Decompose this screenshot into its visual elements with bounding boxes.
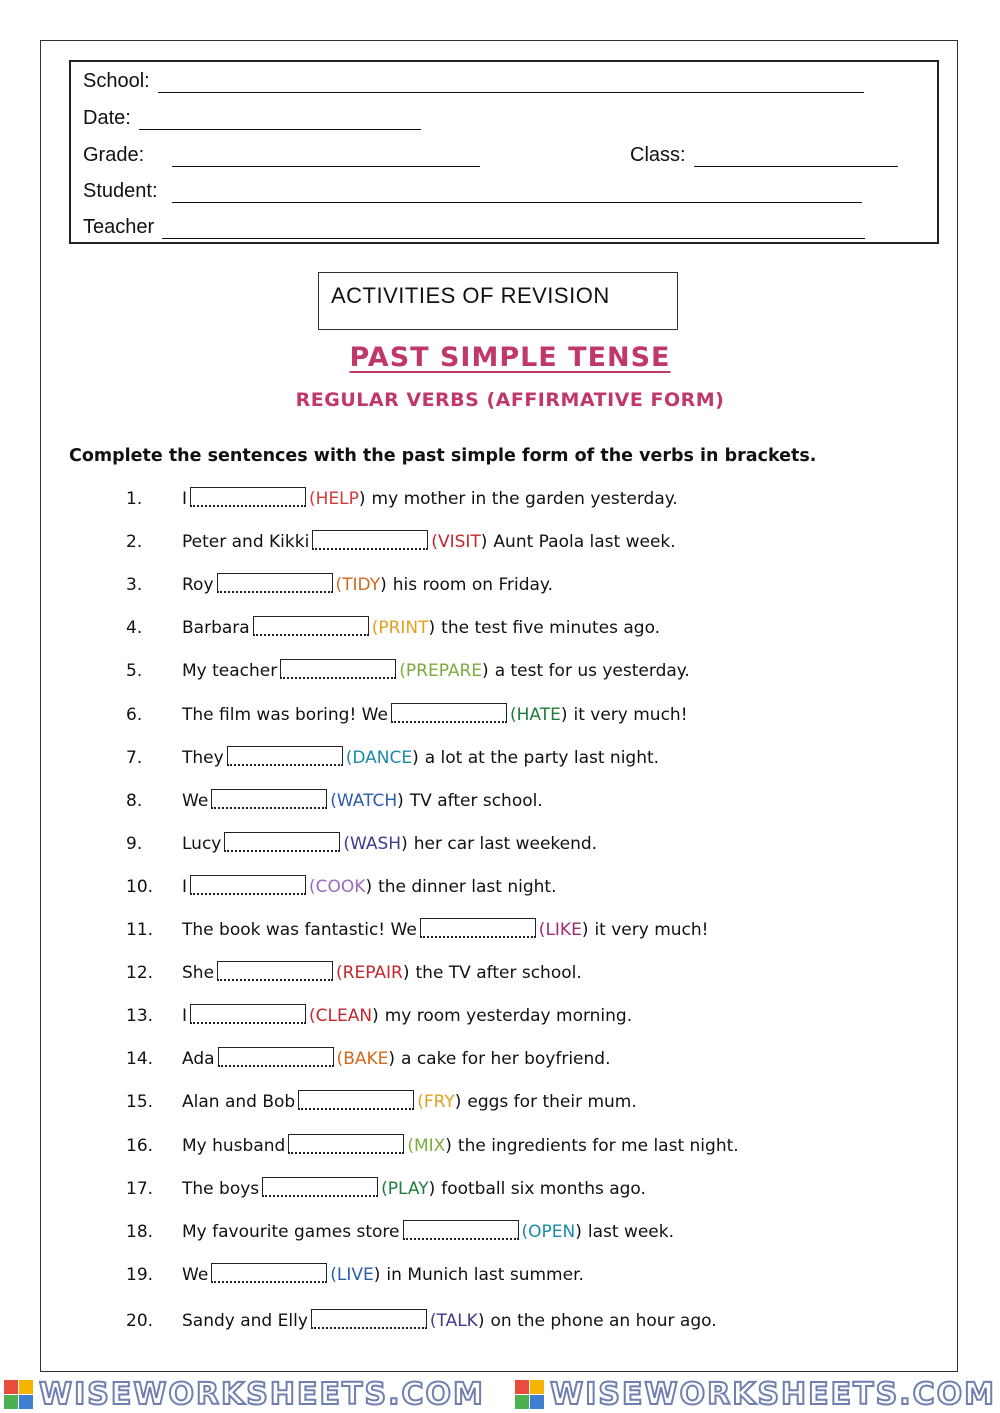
item-number: 1. [126, 489, 143, 509]
date-input[interactable] [139, 111, 421, 130]
footer-banner [0, 1376, 1000, 1413]
bracket-open: ( [509, 704, 517, 725]
sentence-start: Sandy and Elly [182, 1310, 308, 1331]
class-label: Class: [630, 144, 686, 166]
exercise-item [0, 830, 1000, 860]
bracket-open: ( [538, 920, 546, 940]
verb: REPAIR [342, 963, 403, 984]
bracket-open: ( [345, 747, 353, 768]
sentence-end: a test for us yesterday. [494, 661, 690, 682]
verb: WATCH [336, 790, 398, 811]
bracket-close: ) [397, 790, 404, 811]
item-sentence [182, 834, 597, 854]
bracket-close: ) [454, 1092, 462, 1113]
exercise-item [0, 1218, 1000, 1248]
date-label: Date: [83, 107, 131, 129]
exercise-item [0, 787, 1000, 817]
item-sentence [182, 1222, 674, 1242]
item-sentence [182, 489, 678, 509]
bracket-open: ( [330, 790, 337, 811]
sentence-start: My favourite games store [182, 1221, 400, 1242]
sentence-end: it very much! [573, 704, 688, 725]
item-sentence [182, 1006, 632, 1026]
teacher-field [83, 216, 865, 239]
bracket-open: ( [343, 833, 350, 854]
sentence-end: last week. [587, 1221, 675, 1242]
bracket-close: ) [477, 1310, 485, 1331]
answer-box[interactable] [211, 1263, 327, 1283]
exercise-item [0, 744, 1000, 774]
sentence-end: his room on Friday. [392, 575, 553, 596]
item-number: 2. [126, 532, 143, 553]
item-sentence [182, 791, 543, 811]
student-label: Student: [83, 180, 158, 202]
verb: PRINT [378, 618, 429, 639]
sentence-start: Peter and Kikki [182, 532, 310, 553]
class-input[interactable] [694, 148, 898, 167]
school-input[interactable] [158, 74, 864, 93]
footer-logo-right [515, 1377, 996, 1412]
bracket-close: ) [402, 963, 410, 984]
bracket-close: ) [401, 833, 408, 854]
bracket-open: ( [336, 963, 343, 984]
bracket-close: ) [365, 876, 373, 897]
bracket-open: ( [381, 1178, 388, 1199]
student-field [83, 180, 862, 203]
verb: PREPARE [405, 661, 483, 682]
grade-input[interactable] [172, 148, 480, 167]
exercise-item [0, 571, 1000, 601]
bracket-open: ( [431, 532, 438, 553]
sub-title: REGULAR VERBS (AFFIRMATIVE FORM) [295, 389, 725, 411]
answer-box[interactable] [217, 573, 333, 593]
bracket-close: ) [575, 1221, 582, 1242]
bracket-close: ) [372, 1006, 379, 1027]
bracket-open: ( [407, 1135, 414, 1156]
item-number: 10. [126, 876, 154, 897]
exercise-item [0, 959, 1000, 989]
sentence-start: We [182, 1264, 209, 1285]
item-number: 5. [126, 661, 143, 682]
bracket-close: ) [445, 1135, 452, 1156]
logo-squares-icon [515, 1380, 544, 1409]
student-info-box [69, 60, 939, 244]
answer-box[interactable] [253, 616, 369, 636]
item-number: 14. [126, 1049, 154, 1070]
bracket-close: ) [480, 532, 488, 553]
verb: OPEN [528, 1221, 576, 1242]
sentence-end: in Munich last summer. [386, 1264, 584, 1285]
exercise-item [0, 657, 1000, 687]
sentence-start: Barbara [182, 618, 250, 639]
answer-box[interactable] [298, 1090, 414, 1110]
logo-text-left: WISEWORKSHEETS.COM [39, 1377, 485, 1412]
bracket-open: ( [371, 618, 379, 639]
sentence-start: The book was fantastic! We [182, 920, 417, 940]
activities-title-box: ACTIVITIES OF REVISION [318, 272, 678, 330]
bracket-close: ) [358, 489, 366, 509]
grade-field [83, 144, 480, 167]
bracket-close: ) [560, 704, 568, 725]
item-sentence [182, 1092, 637, 1112]
sentence-end: my mother in the garden yesterday. [371, 489, 678, 509]
sentence-end: my room yesterday morning. [384, 1006, 633, 1027]
verb: COOK [315, 876, 366, 897]
exercise-item [0, 873, 1000, 903]
sentence-end: a lot at the party last night. [424, 747, 660, 768]
answer-box[interactable] [211, 789, 327, 809]
exercise-item [0, 1045, 1000, 1075]
item-sentence [182, 1049, 611, 1069]
sentence-start: Alan and Bob [182, 1092, 296, 1113]
bracket-open: ( [336, 1049, 344, 1070]
item-number: 13. [126, 1006, 154, 1027]
sentence-end: TV after school. [409, 790, 543, 811]
exercise-item [0, 1175, 1000, 1205]
sentence-start: My teacher [182, 661, 278, 682]
answer-box[interactable] [190, 875, 306, 895]
verb: VISIT [437, 532, 481, 553]
exercise-item [0, 701, 1000, 731]
item-sentence [182, 1265, 584, 1285]
bracket-open: ( [309, 1006, 316, 1027]
item-sentence [182, 1136, 739, 1156]
sentence-end: football six months ago. [441, 1178, 646, 1199]
item-sentence [182, 748, 659, 768]
item-number: 15. [126, 1092, 154, 1113]
bracket-open: ( [335, 575, 343, 596]
logo-squares-icon [4, 1380, 33, 1409]
item-sentence [182, 575, 553, 595]
answer-box[interactable] [217, 961, 333, 981]
verb: FRY [423, 1092, 455, 1113]
item-number: 3. [126, 575, 143, 596]
class-field [630, 144, 898, 167]
verb: WASH [350, 833, 402, 854]
school-label: School: [83, 70, 150, 92]
answer-box[interactable] [190, 1004, 306, 1024]
sentence-start: The boys [182, 1178, 260, 1199]
item-sentence [182, 618, 660, 638]
bracket-close: ) [428, 1178, 436, 1199]
grade-label: Grade: [83, 144, 145, 166]
item-sentence [182, 877, 557, 897]
main-title-text: PAST SIMPLE TENSE [349, 342, 671, 373]
main-title [0, 342, 1000, 373]
verb: TALK [436, 1310, 478, 1331]
exercise-item [0, 1002, 1000, 1032]
bracket-open: ( [429, 1310, 437, 1331]
answer-box[interactable] [280, 659, 396, 679]
sentence-start: Roy [182, 575, 214, 596]
answer-box[interactable] [420, 918, 536, 938]
item-number: 12. [126, 963, 154, 984]
sentence-start: She [182, 963, 215, 984]
item-number: 7. [126, 747, 143, 768]
sentence-end: the TV after school. [415, 963, 582, 984]
item-sentence [182, 920, 709, 940]
exercise-item [0, 1307, 1000, 1337]
answer-box[interactable] [391, 703, 507, 723]
sentence-end: a cake for her boyfriend. [401, 1049, 611, 1070]
verb: MIX [413, 1135, 446, 1156]
verb: HELP [315, 489, 359, 509]
bracket-close: ) [482, 661, 489, 682]
verb: HATE [516, 704, 561, 725]
item-number: 17. [126, 1178, 154, 1199]
teacher-label: Teacher [83, 216, 155, 238]
exercise-item [0, 1132, 1000, 1162]
item-number: 4. [126, 618, 143, 639]
item-sentence [182, 532, 676, 552]
bracket-close: ) [373, 1264, 381, 1285]
item-sentence [182, 661, 690, 681]
item-number: 11. [126, 920, 154, 940]
sentence-start: I [182, 489, 188, 509]
school-field [83, 70, 864, 93]
item-number: 6. [126, 704, 143, 725]
verb: PLAY [387, 1178, 429, 1199]
verb: CLEAN [315, 1006, 373, 1027]
item-sentence [182, 1311, 717, 1331]
sentence-start: We [182, 790, 209, 811]
student-input[interactable] [172, 184, 862, 203]
item-number: 20. [126, 1310, 154, 1331]
item-number: 18. [126, 1221, 154, 1242]
item-sentence [182, 705, 688, 725]
exercise-item [0, 916, 1000, 946]
instructions: Complete the sentences with the past simple form of the verbs in brackets. [69, 446, 817, 466]
sentence-end: the dinner last night. [378, 876, 557, 897]
item-number: 16. [126, 1135, 154, 1156]
exercise-item [0, 528, 1000, 558]
verb: DANCE [352, 747, 413, 768]
logo-text-right: WISEWORKSHEETS.COM [550, 1377, 996, 1412]
date-field [83, 107, 421, 130]
bracket-open: ( [309, 876, 316, 897]
item-sentence [182, 963, 582, 983]
item-number: 8. [126, 790, 143, 811]
answer-box[interactable] [288, 1134, 404, 1154]
sentence-start: I [182, 876, 188, 897]
bracket-open: ( [309, 489, 316, 509]
bracket-open: ( [330, 1264, 337, 1285]
sentence-end: eggs for their mum. [467, 1092, 637, 1113]
answer-box[interactable] [227, 746, 343, 766]
answer-box[interactable] [224, 832, 340, 852]
sentence-end: on the phone an hour ago. [490, 1310, 717, 1331]
bracket-open: ( [399, 661, 406, 682]
item-number: 9. [126, 833, 143, 854]
sentence-start: The film was boring! We [182, 704, 388, 725]
verb: BAKE [343, 1049, 389, 1070]
sentence-end: it very much! [594, 920, 709, 940]
answer-box[interactable] [190, 487, 306, 507]
footer-logo-left [4, 1377, 485, 1412]
sentence-start: My husband [182, 1135, 286, 1156]
item-number: 19. [126, 1264, 154, 1285]
sentence-end: Aunt Paola last week. [493, 532, 676, 553]
verb: LIKE [545, 920, 582, 940]
bracket-close: ) [428, 618, 436, 639]
bracket-open: ( [521, 1221, 529, 1242]
answer-box[interactable] [262, 1177, 378, 1197]
exercise-item [0, 1261, 1000, 1291]
sentence-end: the ingredients for me last night. [457, 1135, 739, 1156]
bracket-close: ) [412, 747, 419, 768]
sentence-end: the test five minutes ago. [441, 618, 661, 639]
verb: LIVE [336, 1264, 374, 1285]
sentence-start: Ada [182, 1049, 215, 1070]
sentence-start: Lucy [182, 833, 222, 854]
exercise-item [0, 485, 1000, 515]
sentence-start: They [182, 747, 224, 768]
item-sentence [182, 1179, 646, 1199]
answer-box[interactable] [311, 1309, 427, 1329]
teacher-input[interactable] [162, 220, 865, 239]
answer-box[interactable] [218, 1047, 334, 1067]
answer-box[interactable] [312, 530, 428, 550]
exercise-item [0, 1088, 1000, 1118]
exercise-item [0, 614, 1000, 644]
answer-box[interactable] [403, 1220, 519, 1240]
bracket-close: ) [581, 920, 589, 940]
sentence-end: her car last weekend. [413, 833, 598, 854]
bracket-close: ) [380, 575, 387, 596]
verb: TIDY [342, 575, 381, 596]
bracket-open: ( [417, 1092, 424, 1113]
sentence-start: I [182, 1006, 188, 1027]
bracket-close: ) [388, 1049, 396, 1070]
